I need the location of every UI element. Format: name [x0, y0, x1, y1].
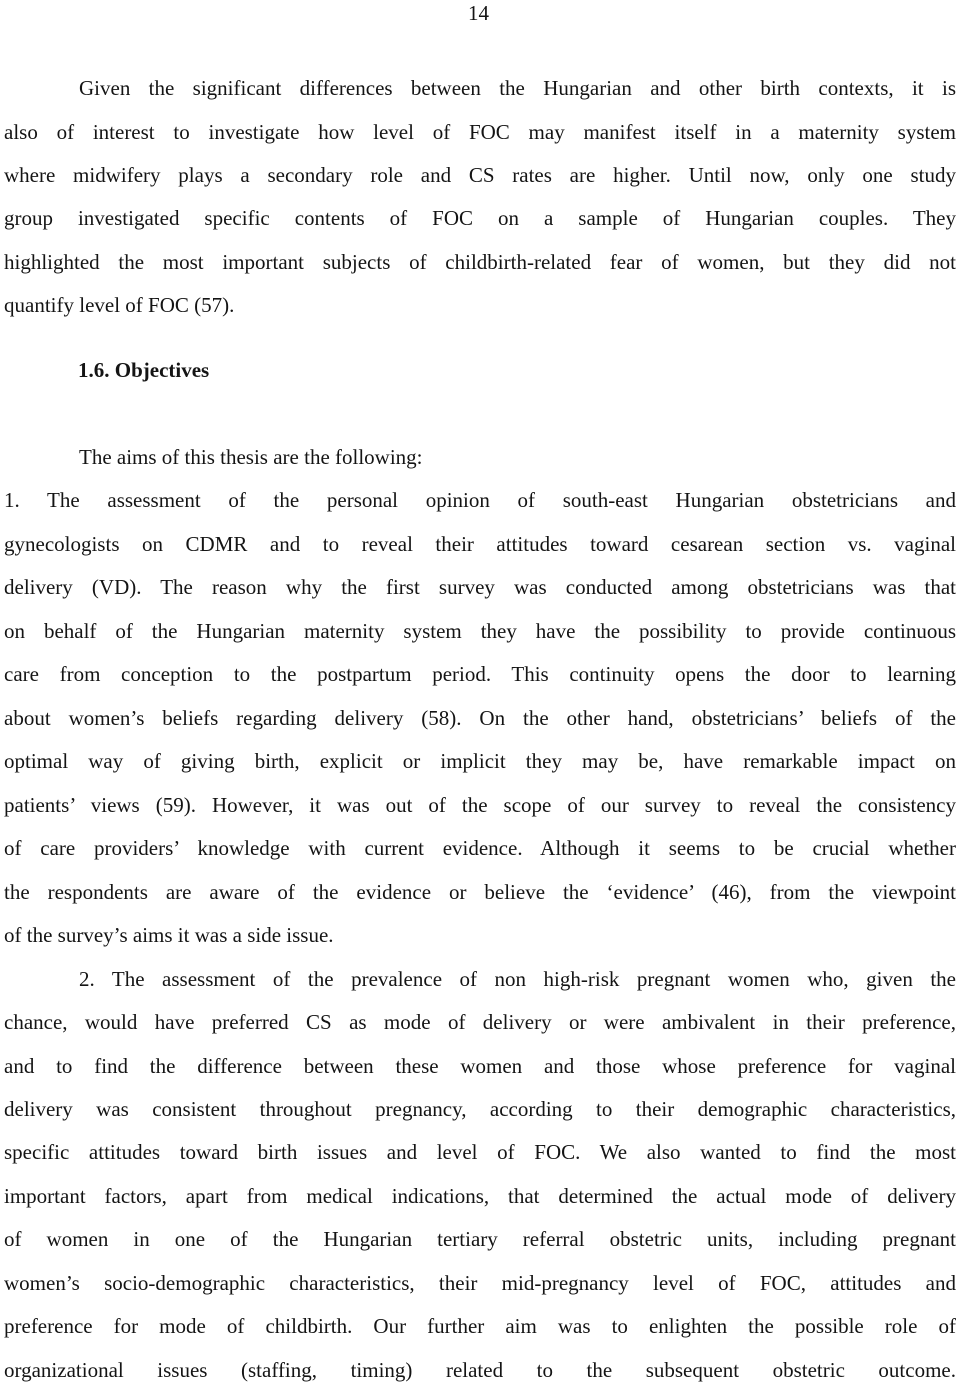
- text-line: of care providers’ knowledge with current evidence. Although it seems to be crucial whether: [4, 836, 956, 860]
- text-line: of women in one of the Hungarian tertiary referral obstetric units, including pregnant: [4, 1227, 956, 1251]
- text-line: specific attitudes toward birth issues and level of FOC. We also wanted to find the most: [4, 1140, 956, 1164]
- text-line: preference for mode of childbirth. Our further aim was to enlighten the possible role of: [4, 1314, 956, 1338]
- text-line: of the survey’s aims it was a side issue.: [4, 923, 334, 947]
- text-line: women’s socio-demographic characteristics, their mid-pregnancy level of FOC, attitudes and: [4, 1271, 956, 1295]
- aims-intro: The aims of this thesis are the following:: [79, 445, 423, 469]
- text-line: delivery was consistent throughout pregnancy, according to their demographic characteristics,: [4, 1097, 956, 1121]
- text-line: patients’ views (59). However, it was out of the scope of our survey to reveal the consistency: [4, 793, 956, 817]
- text-line: 1. The assessment of the personal opinion of south-east Hungarian obstetricians and: [4, 488, 956, 512]
- text-line: optimal way of giving birth, explicit or implicit they may be, have remarkable impact on: [4, 749, 956, 773]
- text-line: gynecologists on CDMR and to reveal their attitudes toward cesarean section vs. vaginal: [4, 532, 956, 556]
- text-line: Given the significant differences between the Hungarian and other birth contexts, it is: [79, 76, 956, 100]
- text-line: chance, would have preferred CS as mode of delivery or were ambivalent in their preference,: [4, 1010, 956, 1034]
- page-number: 14: [468, 1, 489, 25]
- text-line: on behalf of the Hungarian maternity system they have the possibility to provide continuous: [4, 619, 956, 643]
- text-line: delivery (VD). The reason why the first survey was conducted among obstetricians was that: [4, 575, 956, 599]
- section-heading: 1.6. Objectives: [78, 358, 210, 382]
- text-line: highlighted the most important subjects of childbirth-related fear of women, but they did not: [4, 250, 956, 274]
- text-line: and to find the difference between these women and those whose preference for vaginal: [4, 1054, 956, 1078]
- text-line: also of interest to investigate how level of FOC may manifest itself in a maternity system: [4, 120, 956, 144]
- text-line: organizational issues (staffing, timing) related to the subsequent obstetric outcome.: [4, 1358, 956, 1382]
- text-line: 2. The assessment of the prevalence of non high-risk pregnant women who, given the: [79, 967, 956, 991]
- text-line: about women’s beliefs regarding delivery (58). On the other hand, obstetricians’ beliefs of the: [4, 706, 956, 730]
- text-line: group investigated specific contents of FOC on a sample of Hungarian couples. They: [4, 206, 956, 230]
- text-line: care from conception to the postpartum period. This continuity opens the door to learning: [4, 662, 956, 686]
- text-line: where midwifery plays a secondary role and CS rates are higher. Until now, only one study: [4, 163, 956, 187]
- text-line: important factors, apart from medical indications, that determined the actual mode of delivery: [4, 1184, 956, 1208]
- text-line: the respondents are aware of the evidence or believe the ‘evidence’ (46), from the viewpoint: [4, 880, 956, 904]
- text-line: quantify level of FOC (57).: [4, 293, 235, 317]
